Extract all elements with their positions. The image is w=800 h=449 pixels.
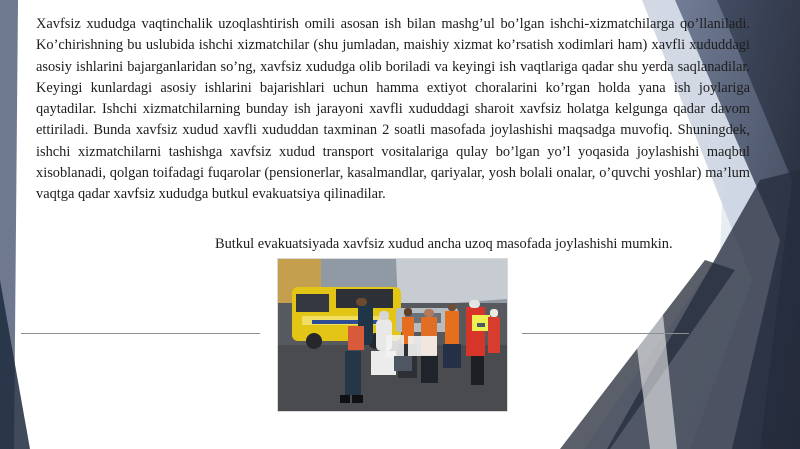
main-paragraph: Xavfsiz xududga vaqtinchalik uzoqlashtirish omili asosan ish bilan mashg’ul bo’lgan ishchi-xizmatchilarga qo’llaniladi. Ko’chirishning bu uslubida ishchi xizmatchilar (shu jumladan, maishiy xizmat ko’rsatish xodimlari ham) xavfli xududdagi asosiy ishlarini bajarganlaridan so’ng, xavfsiz xududga olib boriladi va keyingi ish vaqtlariga qadar shu yerda saqlanadilar. Keyingi kunlardagi asosiy ishlarini bajarishlari uchun hamma extiyot choralarini ko’rgan holda yana ish joylariga qaytadilar. Ishchi xizmatchilarning bunday ish jarayoni xavfli xududdagi sharoit xavfsiz holatga kelgunga qadar davom ettiriladi. Bunda xavfsiz xudud xavfli xududdan taxminan 2 soatli masofada joylashishi maqsadga muvofiq. Shuningdek, ishchi xizmatchilarni tashishga xavfsiz xudud transport vositalariga qulay bo’lgan yo’l yoqasida joylashishi maqbul xisoblanadi, qolgan toifadagi fuqarolar (pensionerlar, kasalmandlar, qariyalar, yosh bolali onalar, o’quvchi yoshlar) ma’lum vaqtga qadar xavfsiz xududga butkul evakuatsiya qilinadilar. xyxy=(36,16,750,203)
main-text-block xyxy=(36,14,750,206)
secondary-paragraph: Butkul evakuatsiyada xavfsiz xudud ancha uzoq masofada joylashishi mumkin. xyxy=(215,236,673,252)
evacuation-scene-photo xyxy=(277,258,508,412)
right-divider xyxy=(522,333,689,334)
left-divider xyxy=(21,333,260,334)
